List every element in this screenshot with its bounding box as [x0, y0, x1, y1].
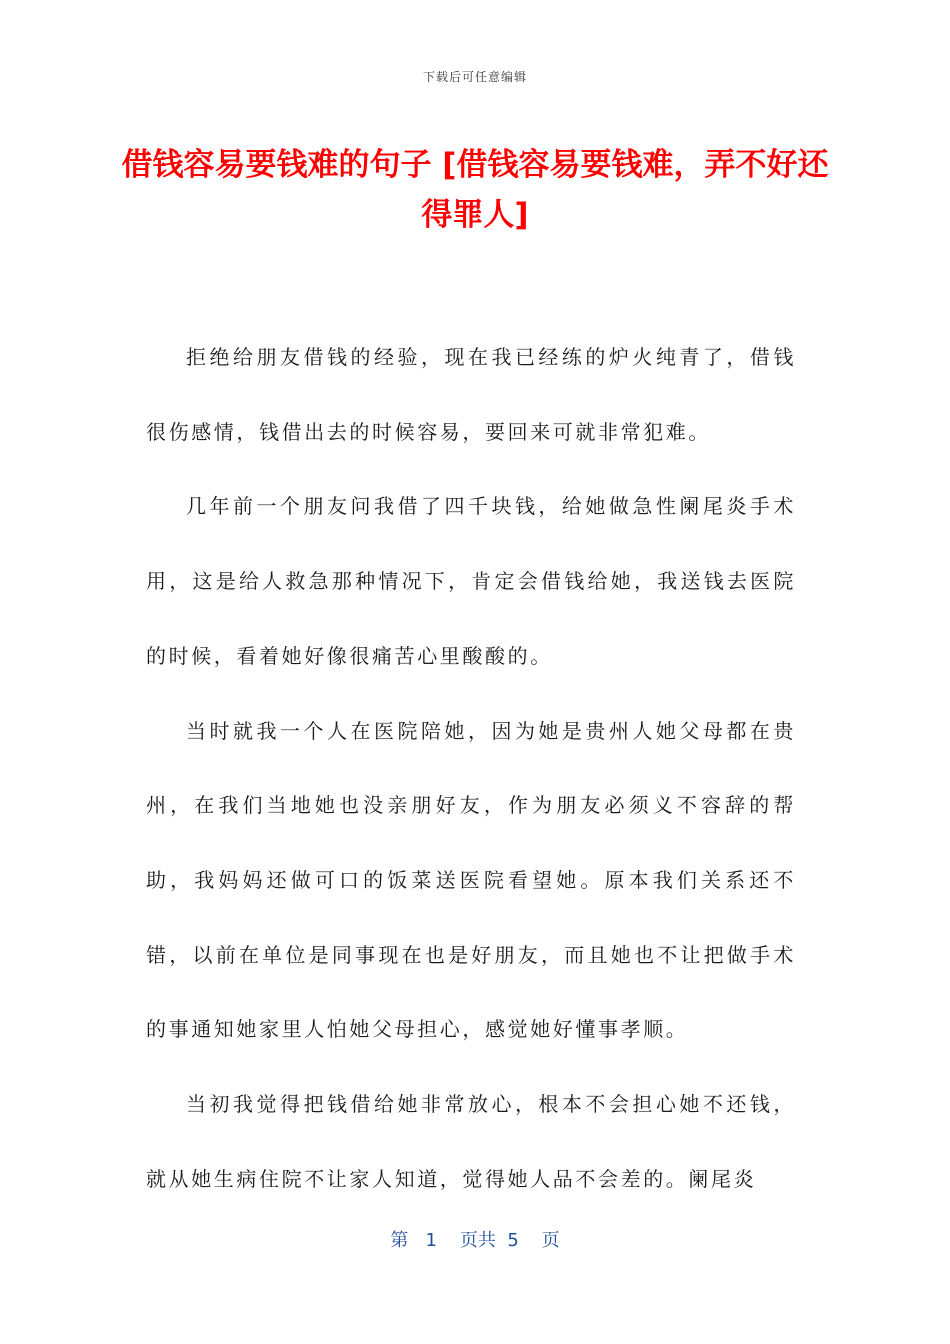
paragraph: 当初我觉得把钱借给她非常放心，根本不会担心她不还钱，就从她生病住院不让家人知道，觉得她人品不会差的。阑尾炎 — [146, 1092, 796, 1191]
total-pages-number: 5 — [507, 1230, 519, 1251]
page-label-suffix: 页 — [541, 1230, 560, 1251]
page-label-mid: 页共 — [459, 1230, 496, 1251]
current-page-number: 1 — [425, 1230, 437, 1251]
page-label-prefix: 第 — [390, 1230, 409, 1251]
document-title: 借钱容易要钱难的句子 [借钱容易要钱难，弄不好还得罪人] — [121, 147, 829, 233]
paragraph: 当时就我一个人在医院陪她，因为她是贵州人她父母都在贵州，在我们当地她也没亲朋好友，作为朋友必须义不容辞的帮助，我妈妈还做可口的饭菜送医院看望她。原本我们关系还不错，以前在单位是同事现在也是好朋友，而且她也不让把做手术的事通知她家里人怕她父母担心，感觉她好懂事孝顺。 — [146, 718, 796, 1042]
paragraph: 几年前一个朋友问我借了四千块钱，给她做急性阑尾炎手术用，这是给人救急那种情况下，肯定会借钱给她，我送钱去医院的时候，看着她好像很痛苦心里酸酸的。 — [146, 494, 796, 668]
header-note: 下载后可任意编辑 — [422, 70, 527, 84]
page-footer — [0, 1226, 950, 1252]
paragraph: 拒绝给朋友借钱的经验，现在我已经练的炉火纯青了，借钱很伤感情，钱借出去的时候容易，要回来可就非常犯难。 — [146, 345, 796, 444]
document-body — [146, 320, 796, 1216]
